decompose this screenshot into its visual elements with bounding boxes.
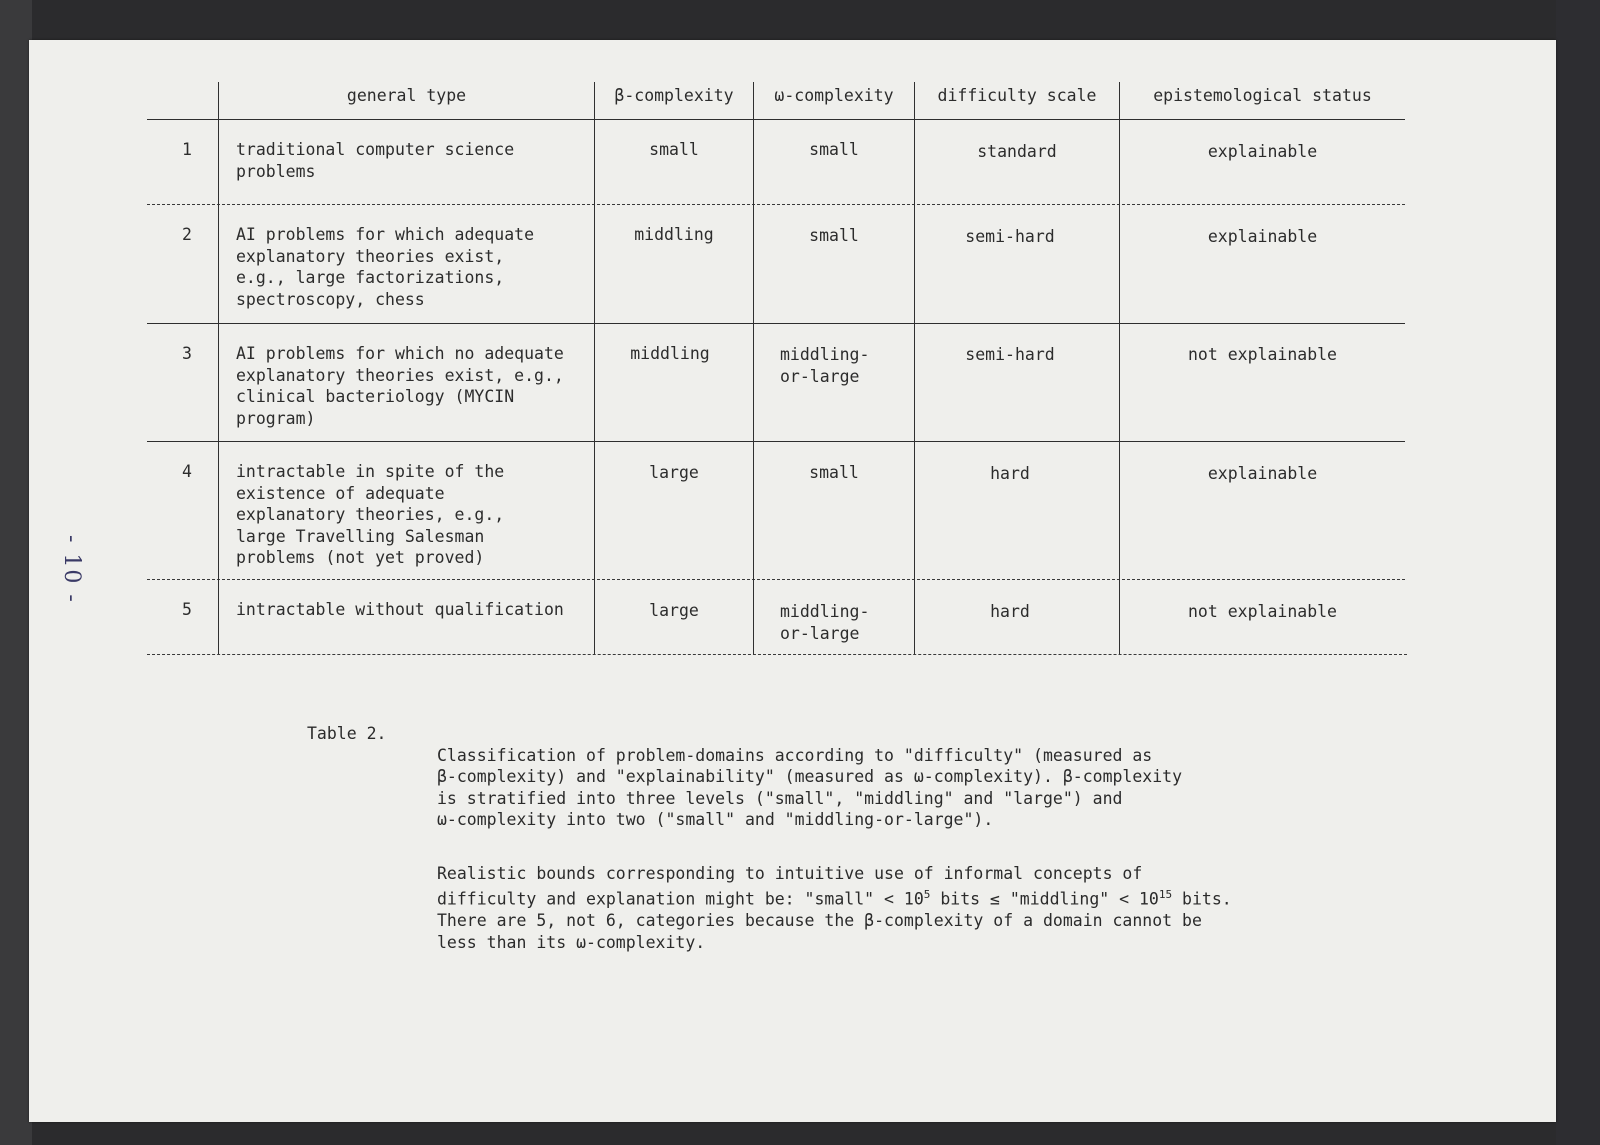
row-3-number: 3 xyxy=(182,344,192,363)
caption-p2-line-2b: bits ≤ "middling" < 10 xyxy=(930,889,1159,909)
row-4-omega: small xyxy=(809,463,859,482)
table-caption-label: Table 2. xyxy=(307,724,387,743)
row-1-type: traditional computer science problems xyxy=(236,140,515,181)
caption-p2-line-2c: bits. xyxy=(1172,889,1232,909)
row-rule-1 xyxy=(147,204,1405,205)
row-3-omega: middling- or-large xyxy=(780,345,870,386)
column-divider-1 xyxy=(218,82,219,654)
row-5-beta: large xyxy=(649,601,699,620)
row-5-type: intractable without qualification xyxy=(236,600,564,619)
row-5-omega: middling- or-large xyxy=(780,602,870,643)
row-1-difficulty: standard xyxy=(977,142,1057,161)
column-divider-2 xyxy=(594,82,595,654)
document-page xyxy=(29,40,1556,1122)
row-5-number: 5 xyxy=(182,600,192,619)
row-1-status: explainable xyxy=(1207,142,1318,161)
row-3-status: not explainable xyxy=(1187,345,1337,364)
row-rule-4 xyxy=(147,579,1405,580)
caption-p2-line-4: less than its ω-complexity. xyxy=(437,932,706,952)
row-3-type: AI problems for which no adequate explanatory theories exist, e.g., clinical bacteriology (MYCIN program) xyxy=(236,344,564,428)
row-4-number: 4 xyxy=(182,462,192,481)
row-4-status: explainable xyxy=(1207,464,1318,483)
row-4-beta: large xyxy=(649,463,699,482)
row-3-beta: middling xyxy=(630,344,710,363)
column-divider-5 xyxy=(1119,82,1120,654)
row-3-difficulty: semi-hard xyxy=(965,345,1055,364)
column-divider-4 xyxy=(914,82,915,654)
caption-paragraph-1: Classification of problem-domains according to "difficulty" (measured as β-complexity) and "explainability" (measured as ω-complexity). β-complexity is stratified into three levels ("small", "middling" and "large") and ω-complexity into two ("small" and "middling-or-large"). xyxy=(437,745,1183,830)
table-caption xyxy=(437,723,1317,975)
row-1-number: 1 xyxy=(182,140,192,159)
row-2-difficulty: semi-hard xyxy=(965,227,1055,246)
table-bottom-rule xyxy=(147,654,1407,655)
row-2-number: 2 xyxy=(182,225,192,244)
row-1-beta: small xyxy=(649,140,699,159)
header-epistemological-status: epistemological status xyxy=(1153,86,1372,105)
row-2-type: AI problems for which adequate explanatory theories exist, e.g., large factorizations, spectroscopy, chess xyxy=(236,225,535,309)
left-background-strip xyxy=(0,0,32,1145)
header-difficulty-scale: difficulty scale xyxy=(937,86,1097,105)
row-2-status: explainable xyxy=(1207,227,1318,246)
row-4-difficulty: hard xyxy=(990,464,1030,483)
row-rule-2 xyxy=(147,323,1405,324)
caption-paragraph-2 xyxy=(437,863,1317,954)
header-beta-complexity: β-complexity xyxy=(614,86,734,105)
caption-p2-line-1: Realistic bounds corresponding to intuitive use of informal concepts of xyxy=(437,863,1143,883)
row-rule-3 xyxy=(147,441,1405,442)
header-general-type: general type xyxy=(346,86,467,105)
column-divider-3 xyxy=(753,82,754,654)
right-background-strip xyxy=(1556,0,1600,1145)
caption-exponent-15: 15 xyxy=(1158,888,1173,902)
row-5-difficulty: hard xyxy=(990,602,1030,621)
caption-p2-line-2a: difficulty and explanation might be: "small" < 10 xyxy=(437,889,924,909)
header-rule xyxy=(147,119,1405,120)
caption-exponent-5: 5 xyxy=(923,888,931,902)
caption-p2-line-3: There are 5, not 6, categories because the β-complexity of a domain cannot be xyxy=(437,911,1202,931)
page-number-mark: - 10 - xyxy=(59,535,84,604)
row-2-beta: middling xyxy=(634,225,714,244)
row-4-type: intractable in spite of the existence of adequate explanatory theories, e.g., large Travelling Salesman problems (not yet proved) xyxy=(236,462,505,568)
row-1-omega: small xyxy=(809,140,859,159)
row-2-omega: small xyxy=(809,226,859,245)
row-5-status: not explainable xyxy=(1187,602,1337,621)
header-omega-complexity: ω-complexity xyxy=(774,86,894,105)
